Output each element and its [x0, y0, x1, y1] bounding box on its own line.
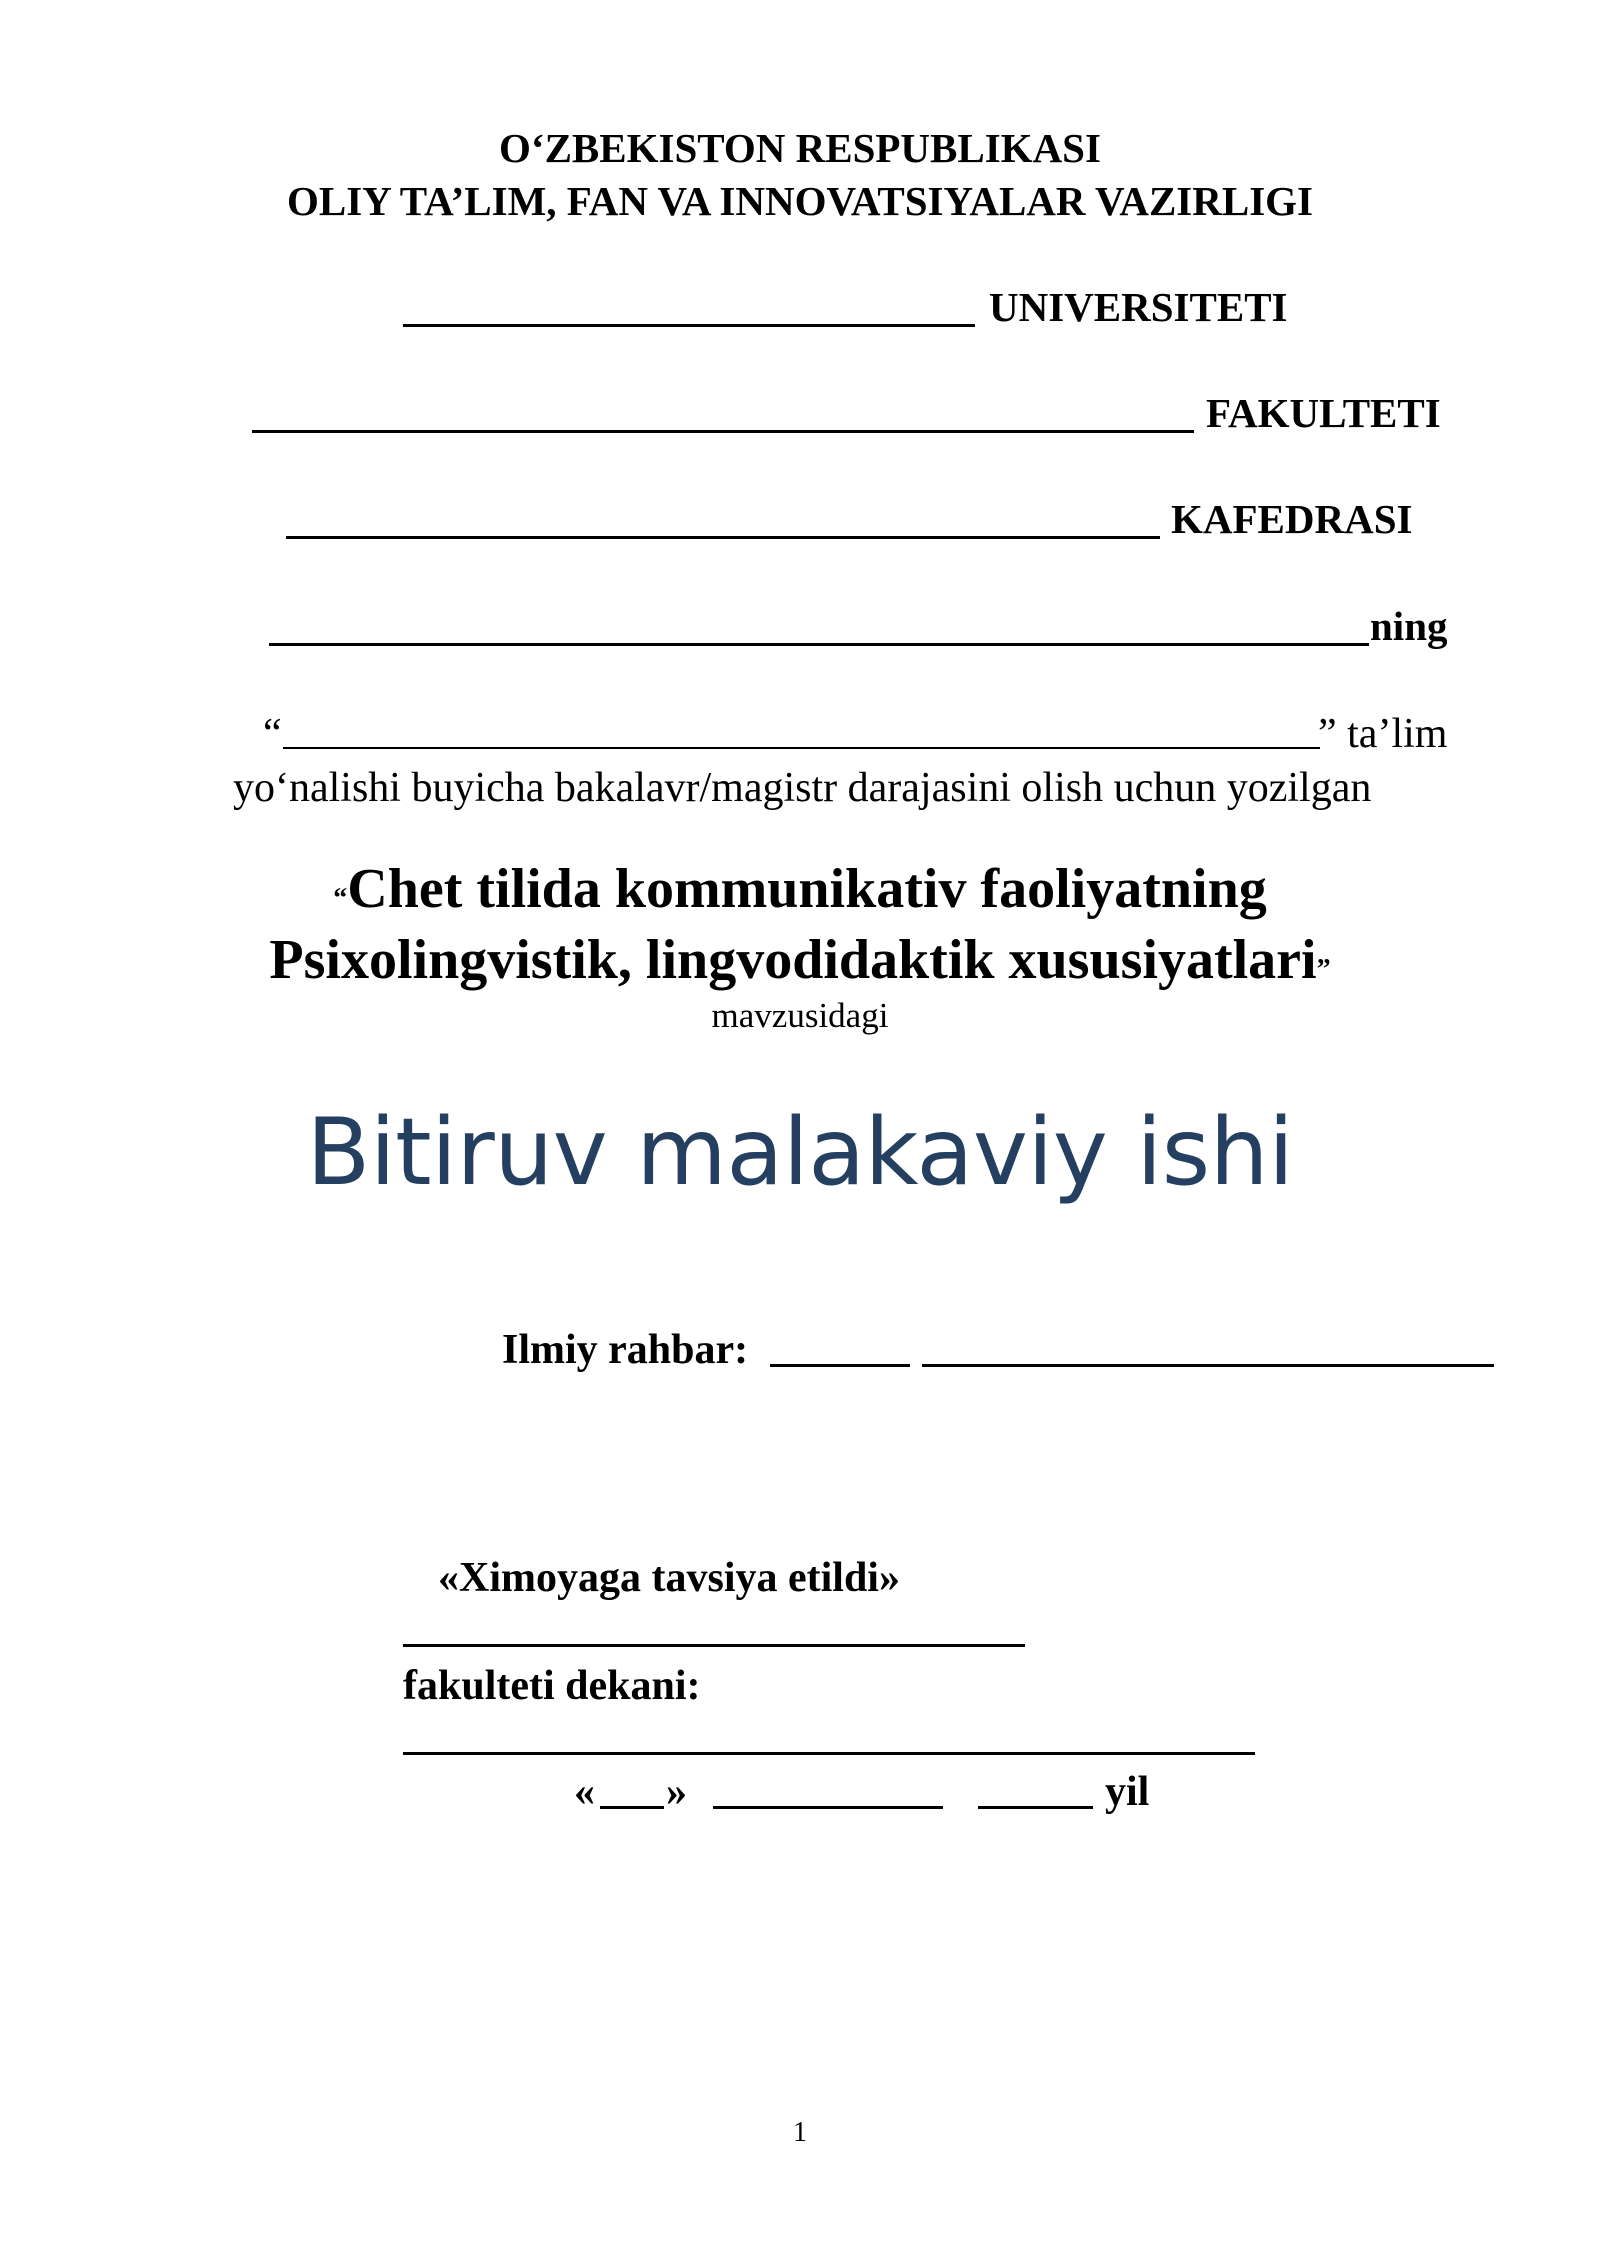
year-blank	[978, 1806, 1093, 1809]
topic-open-quote: “	[333, 883, 348, 914]
topic-suffix: mavzusidagi	[711, 996, 889, 1035]
supervisor-name-blank	[922, 1364, 1494, 1367]
dean-label: fakulteti dekani:	[403, 1663, 701, 1709]
university-label: UNIVERSITETI	[989, 284, 1288, 330]
document-type-title: Bitiruv malakaviy ishi	[306, 1098, 1294, 1206]
approval-title: «Ximoyaga tavsiya etildi»	[438, 1555, 900, 1601]
month-blank	[713, 1806, 943, 1809]
supervisor-label: Ilmiy rahbar:	[502, 1327, 749, 1373]
page-number: 1	[793, 2117, 807, 2148]
ministry-heading: OLIY TA’LIM, FAN VA INNOVATSIYALAR VAZIRLIGI	[286, 178, 1314, 224]
direction-close-label: ” ta’lim	[1318, 711, 1448, 757]
department-name-blank	[286, 536, 1160, 539]
topic-close-quote: ”	[1316, 954, 1331, 985]
topic-title-line-1	[0, 858, 1600, 920]
department-label: KAFEDRASI	[1171, 496, 1413, 542]
country-heading: O‘ZBEKISTON RESPUBLIKASI	[499, 125, 1101, 171]
date-open-quote: «	[574, 1769, 595, 1815]
student-name-blank	[269, 643, 1369, 646]
faculty-name-blank	[252, 430, 1194, 433]
student-possessive-label: ning	[1370, 603, 1448, 649]
direction-name-blank	[283, 747, 1320, 749]
university-name-blank	[403, 324, 975, 327]
year-label: yil	[1105, 1769, 1150, 1815]
supervisor-degree-blank	[770, 1364, 910, 1367]
faculty-name-blank-2	[403, 1644, 1025, 1647]
topic-line-1-text: Chet tilida kommunikativ faoliyatning	[347, 858, 1267, 920]
direction-open-quote: “	[263, 711, 282, 757]
faculty-label: FAKULTETI	[1206, 390, 1441, 436]
topic-title-line-2	[0, 929, 1600, 991]
date-close-quote: »	[666, 1769, 687, 1815]
dean-name-blank	[403, 1752, 1255, 1755]
direction-description: yo‘nalishi buyicha bakalavr/magistr darajasini olish uchun yozilgan	[233, 765, 1372, 811]
topic-line-2-text: Psixolingvistik, lingvodidaktik xususiyatlari	[269, 929, 1317, 991]
day-blank	[600, 1806, 664, 1809]
